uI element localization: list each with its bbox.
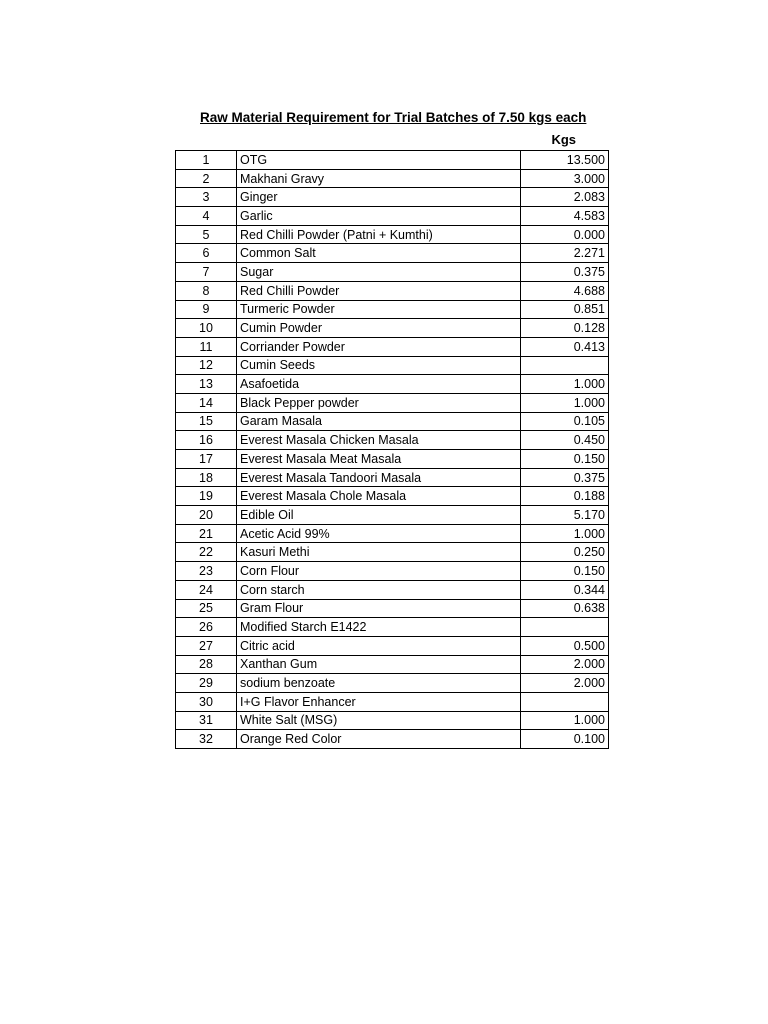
material-name-cell: OTG [237,151,521,170]
row-number-cell: 6 [176,244,237,263]
table-row [176,580,609,599]
row-number-cell: 27 [176,636,237,655]
material-name-cell: Turmeric Powder [237,300,521,319]
material-name-cell: Corriander Powder [237,337,521,356]
row-number-cell: 19 [176,487,237,506]
quantity-kgs-cell: 2.083 [521,188,609,207]
quantity-kgs-cell: 0.150 [521,450,609,469]
row-number-cell: 31 [176,711,237,730]
quantity-kgs-cell: 0.000 [521,225,609,244]
row-number-cell: 15 [176,412,237,431]
quantity-kgs-cell: 0.851 [521,300,609,319]
quantity-kgs-cell: 0.375 [521,468,609,487]
kgs-column-header: Kgs [551,132,576,147]
material-name-cell: Edible Oil [237,506,521,525]
quantity-kgs-cell: 0.100 [521,730,609,749]
document-title: Raw Material Requirement for Trial Batches of 7.50 kgs each [200,110,587,125]
row-number-cell: 25 [176,599,237,618]
quantity-kgs-cell [521,692,609,711]
material-name-cell: Xanthan Gum [237,655,521,674]
row-number-cell: 28 [176,655,237,674]
table-row [176,692,609,711]
material-name-cell: Acetic Acid 99% [237,524,521,543]
table-row [176,599,609,618]
quantity-kgs-cell: 5.170 [521,506,609,525]
row-number-cell: 11 [176,337,237,356]
row-number-cell: 4 [176,207,237,226]
table-row [176,543,609,562]
table-row [176,636,609,655]
quantity-kgs-cell: 0.638 [521,599,609,618]
raw-material-table-body [176,151,609,749]
row-number-cell: 5 [176,225,237,244]
quantity-kgs-cell: 0.150 [521,562,609,581]
table-row [176,319,609,338]
quantity-kgs-cell: 1.000 [521,711,609,730]
row-number-cell: 21 [176,524,237,543]
quantity-kgs-cell: 0.500 [521,636,609,655]
row-number-cell: 16 [176,431,237,450]
row-number-cell: 29 [176,674,237,693]
material-name-cell: Orange Red Color [237,730,521,749]
quantity-kgs-cell: 1.000 [521,524,609,543]
material-name-cell: sodium benzoate [237,674,521,693]
quantity-kgs-cell: 0.413 [521,337,609,356]
material-name-cell: Ginger [237,188,521,207]
table-row [176,393,609,412]
row-number-cell: 23 [176,562,237,581]
quantity-kgs-cell [521,618,609,637]
material-name-cell: Cumin Seeds [237,356,521,375]
row-number-cell: 20 [176,506,237,525]
quantity-kgs-cell: 0.128 [521,319,609,338]
table-row [176,337,609,356]
row-number-cell: 18 [176,468,237,487]
raw-material-table [175,150,609,749]
quantity-kgs-cell: 2.000 [521,655,609,674]
row-number-cell: 24 [176,580,237,599]
quantity-kgs-cell: 0.450 [521,431,609,450]
row-number-cell: 14 [176,393,237,412]
table-row [176,730,609,749]
table-row [176,188,609,207]
table-row [176,506,609,525]
material-name-cell: Everest Masala Chole Masala [237,487,521,506]
table-row [176,487,609,506]
material-name-cell: Modified Starch E1422 [237,618,521,637]
material-name-cell: Corn Flour [237,562,521,581]
quantity-kgs-cell: 1.000 [521,393,609,412]
table-row [176,468,609,487]
row-number-cell: 3 [176,188,237,207]
quantity-kgs-cell: 0.344 [521,580,609,599]
table-row [176,281,609,300]
row-number-cell: 2 [176,169,237,188]
quantity-kgs-cell: 2.000 [521,674,609,693]
material-name-cell: Everest Masala Meat Masala [237,450,521,469]
row-number-cell: 30 [176,692,237,711]
row-number-cell: 8 [176,281,237,300]
material-name-cell: Garlic [237,207,521,226]
material-name-cell: Gram Flour [237,599,521,618]
row-number-cell: 13 [176,375,237,394]
material-name-cell: Garam Masala [237,412,521,431]
quantity-kgs-cell: 13.500 [521,151,609,170]
row-number-cell: 32 [176,730,237,749]
quantity-kgs-cell: 0.188 [521,487,609,506]
material-name-cell: Asafoetida [237,375,521,394]
quantity-kgs-cell: 4.583 [521,207,609,226]
material-name-cell: Corn starch [237,580,521,599]
material-name-cell: I+G Flavor Enhancer [237,692,521,711]
table-row [176,450,609,469]
row-number-cell: 17 [176,450,237,469]
material-name-cell: Everest Masala Tandoori Masala [237,468,521,487]
quantity-kgs-cell: 3.000 [521,169,609,188]
table-row [176,300,609,319]
material-name-cell: Black Pepper powder [237,393,521,412]
table-row [176,244,609,263]
material-name-cell: Cumin Powder [237,319,521,338]
table-row [176,151,609,170]
row-number-cell: 1 [176,151,237,170]
material-name-cell: Red Chilli Powder [237,281,521,300]
material-name-cell: Sugar [237,263,521,282]
table-row [176,263,609,282]
row-number-cell: 7 [176,263,237,282]
table-row [176,412,609,431]
material-name-cell: Makhani Gravy [237,169,521,188]
table-row [176,618,609,637]
quantity-kgs-cell: 0.375 [521,263,609,282]
table-row [176,674,609,693]
quantity-kgs-cell: 4.688 [521,281,609,300]
material-name-cell: Common Salt [237,244,521,263]
row-number-cell: 12 [176,356,237,375]
material-name-cell: Kasuri Methi [237,543,521,562]
table-row [176,375,609,394]
material-name-cell: Everest Masala Chicken Masala [237,431,521,450]
material-name-cell: White Salt (MSG) [237,711,521,730]
material-name-cell: Citric acid [237,636,521,655]
material-name-cell: Red Chilli Powder (Patni + Kumthi) [237,225,521,244]
row-number-cell: 26 [176,618,237,637]
table-row [176,711,609,730]
table-row [176,169,609,188]
quantity-kgs-cell [521,356,609,375]
quantity-kgs-cell: 2.271 [521,244,609,263]
table-row [176,356,609,375]
table-row [176,562,609,581]
quantity-kgs-cell: 0.250 [521,543,609,562]
table-row [176,655,609,674]
quantity-kgs-cell: 0.105 [521,412,609,431]
row-number-cell: 9 [176,300,237,319]
table-row [176,207,609,226]
table-row [176,524,609,543]
quantity-kgs-cell: 1.000 [521,375,609,394]
table-row [176,225,609,244]
row-number-cell: 10 [176,319,237,338]
row-number-cell: 22 [176,543,237,562]
table-row [176,431,609,450]
